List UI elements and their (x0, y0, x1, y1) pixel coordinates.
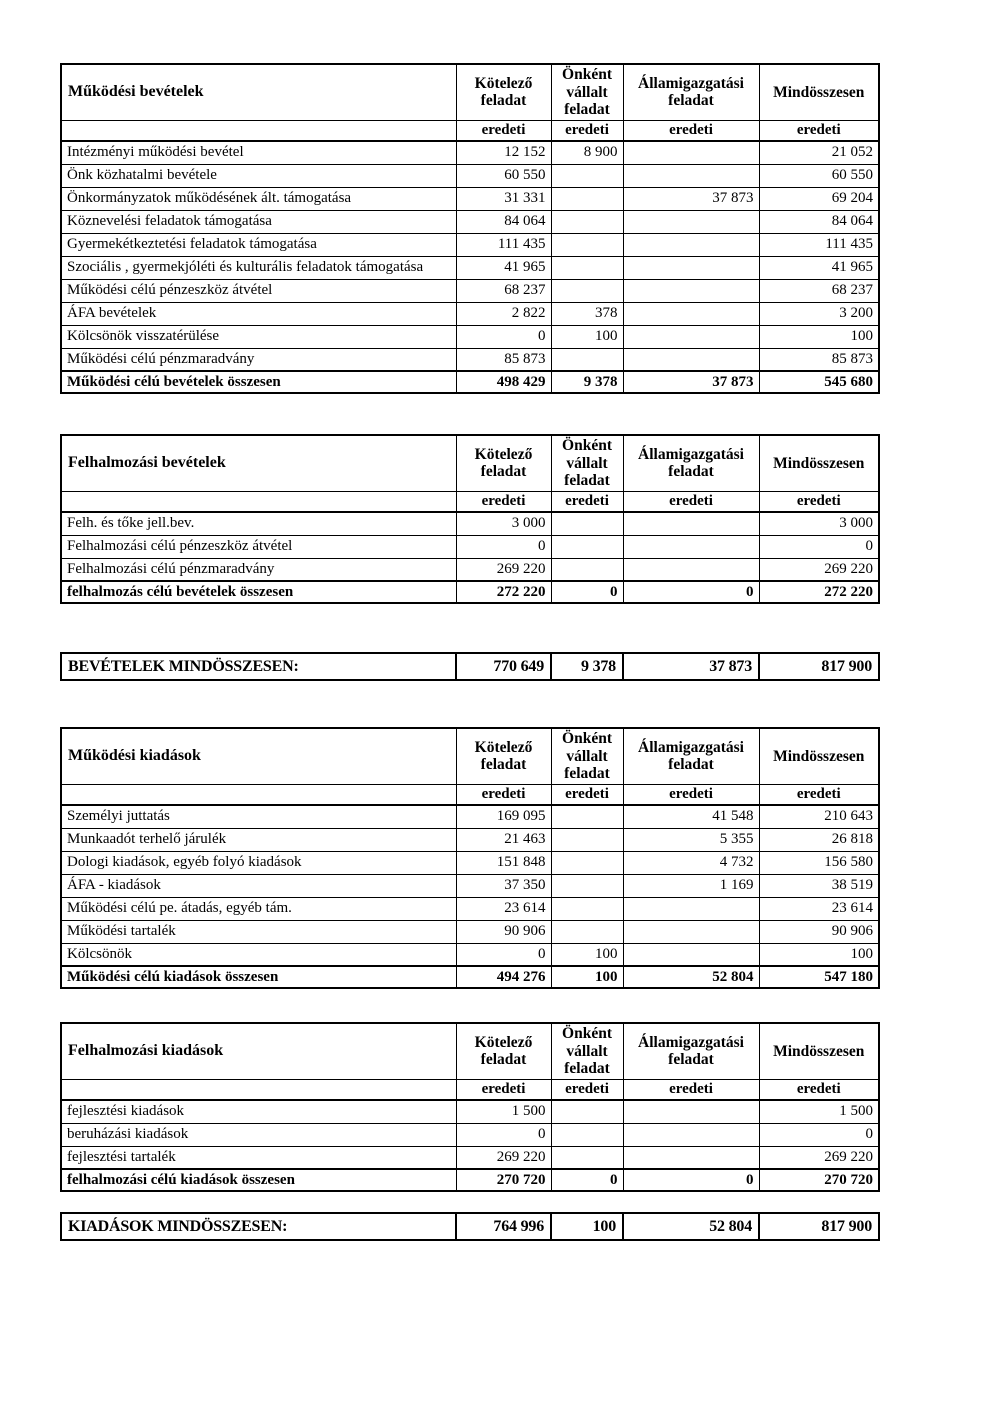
subheader-eredeti: eredeti (551, 1079, 623, 1100)
subheader-row (61, 491, 879, 512)
column-header-c2: Önként vállalt feladat (551, 1023, 623, 1079)
total-value-v4: 545 680 (759, 371, 879, 393)
row-value-v3 (623, 897, 759, 920)
row-value-v2 (551, 851, 623, 874)
table-row (61, 325, 879, 348)
row-value-v4: 100 (759, 325, 879, 348)
table-row (61, 141, 879, 164)
row-value-v2 (551, 897, 623, 920)
subheader-eredeti: eredeti (623, 784, 759, 805)
row-value-v1: 21 463 (456, 828, 551, 851)
row-value-v2 (551, 164, 623, 187)
row-value-v4: 3 200 (759, 302, 879, 325)
table-row (61, 828, 879, 851)
grand-total-value-v2: 100 (551, 1213, 623, 1240)
table-total-row (61, 371, 879, 393)
subheader-eredeti: eredeti (759, 120, 879, 141)
subheader-eredeti: eredeti (551, 120, 623, 141)
row-label: Gyermekétkeztetési feladatok támogatása (61, 233, 456, 256)
row-label: Kölcsönök visszatérülése (61, 325, 456, 348)
table-row (61, 1100, 879, 1123)
row-value-v1: 269 220 (456, 558, 551, 581)
column-header-c2: Önként vállalt feladat (551, 435, 623, 491)
column-header-c1: Kötelező feladat (456, 1023, 551, 1079)
table-row (61, 233, 879, 256)
subheader-eredeti: eredeti (456, 491, 551, 512)
total-value-v4: 272 220 (759, 581, 879, 603)
column-header-c3: Államigazgatási feladat (623, 1023, 759, 1079)
column-header-c3: Államigazgatási feladat (623, 64, 759, 120)
total-value-v2: 100 (551, 966, 623, 988)
total-label: felhalmozási célú kiadások összesen (61, 1169, 456, 1191)
table-row (61, 897, 879, 920)
row-value-v1: 31 331 (456, 187, 551, 210)
column-header-c4: Mindösszesen (759, 728, 879, 784)
table-row (61, 535, 879, 558)
total-value-v3: 37 873 (623, 371, 759, 393)
row-value-v2 (551, 874, 623, 897)
row-value-v2 (551, 535, 623, 558)
row-label: Működési tartalék (61, 920, 456, 943)
table-title: Felhalmozási bevételek (61, 435, 456, 491)
row-value-v4: 1 500 (759, 1100, 879, 1123)
total-value-v1: 272 220 (456, 581, 551, 603)
row-value-v3: 4 732 (623, 851, 759, 874)
row-label: fejlesztési kiadások (61, 1100, 456, 1123)
row-value-v2 (551, 348, 623, 371)
row-value-v1: 84 064 (456, 210, 551, 233)
row-value-v1: 151 848 (456, 851, 551, 874)
column-header-c3: Államigazgatási feladat (623, 728, 759, 784)
row-value-v2 (551, 1100, 623, 1123)
row-value-v4: 100 (759, 943, 879, 966)
subheader-empty-cell (61, 120, 456, 141)
row-value-v2: 8 900 (551, 141, 623, 164)
total-value-v2: 0 (551, 1169, 623, 1191)
row-label: Személyi juttatás (61, 805, 456, 828)
row-label: Intézményi működési bevétel (61, 141, 456, 164)
row-value-v3 (623, 1146, 759, 1169)
subheader-row (61, 1079, 879, 1100)
subheader-row (61, 784, 879, 805)
row-value-v3 (623, 920, 759, 943)
table-total-row (61, 581, 879, 603)
table-row (61, 943, 879, 966)
row-label: Önkormányzatok működésének ált. támogatása (61, 187, 456, 210)
table-row (61, 279, 879, 302)
total-label: felhalmozás célú bevételek összesen (61, 581, 456, 603)
table-total-row (61, 966, 879, 988)
row-value-v4: 269 220 (759, 1146, 879, 1169)
subheader-eredeti: eredeti (456, 1079, 551, 1100)
total-label: Működési célú kiadások összesen (61, 966, 456, 988)
column-header-c1: Kötelező feladat (456, 728, 551, 784)
subheader-eredeti: eredeti (456, 120, 551, 141)
column-header-c4: Mindösszesen (759, 1023, 879, 1079)
total-value-v1: 498 429 (456, 371, 551, 393)
grand-total-value-v2: 9 378 (551, 653, 623, 680)
row-value-v3 (623, 302, 759, 325)
row-total-expenses (60, 1212, 880, 1241)
table-row (61, 558, 879, 581)
subheader-eredeti: eredeti (456, 784, 551, 805)
row-value-v3 (623, 512, 759, 535)
total-label: Működési célú bevételek összesen (61, 371, 456, 393)
row-value-v1: 85 873 (456, 348, 551, 371)
table-row (61, 512, 879, 535)
row-value-v2 (551, 828, 623, 851)
row-total-revenues (60, 652, 880, 681)
row-value-v1: 0 (456, 1123, 551, 1146)
table-capital-revenues (60, 434, 880, 604)
subheader-row (61, 120, 879, 141)
row-label: Felh. és tőke jell.bev. (61, 512, 456, 535)
row-label: Szociális , gyermekjóléti és kulturális feladatok támogatása (61, 256, 456, 279)
row-value-v1: 3 000 (456, 512, 551, 535)
row-label: fejlesztési tartalék (61, 1146, 456, 1169)
row-value-v2 (551, 187, 623, 210)
row-value-v3 (623, 348, 759, 371)
row-value-v4: 0 (759, 535, 879, 558)
row-value-v1: 23 614 (456, 897, 551, 920)
row-value-v1: 2 822 (456, 302, 551, 325)
row-value-v4: 69 204 (759, 187, 879, 210)
row-value-v1: 169 095 (456, 805, 551, 828)
row-value-v1: 0 (456, 325, 551, 348)
row-value-v2 (551, 805, 623, 828)
grand-total-row (61, 1213, 879, 1240)
row-value-v1: 0 (456, 943, 551, 966)
row-value-v4: 68 237 (759, 279, 879, 302)
row-value-v1: 90 906 (456, 920, 551, 943)
table-row (61, 210, 879, 233)
row-value-v4: 41 965 (759, 256, 879, 279)
row-value-v4: 111 435 (759, 233, 879, 256)
row-value-v3 (623, 325, 759, 348)
column-header-c2: Önként vállalt feladat (551, 64, 623, 120)
row-value-v1: 12 152 (456, 141, 551, 164)
row-value-v3 (623, 233, 759, 256)
row-value-v2 (551, 279, 623, 302)
row-value-v2 (551, 233, 623, 256)
table-row (61, 920, 879, 943)
row-label: ÁFA - kiadások (61, 874, 456, 897)
grand-total-row (61, 653, 879, 680)
table-row (61, 256, 879, 279)
table-operating-expenses (60, 727, 880, 989)
row-value-v1: 60 550 (456, 164, 551, 187)
total-value-v1: 270 720 (456, 1169, 551, 1191)
table-row (61, 187, 879, 210)
subheader-empty-cell (61, 491, 456, 512)
table-title: Működési bevételek (61, 64, 456, 120)
row-value-v2: 378 (551, 302, 623, 325)
row-value-v1: 1 500 (456, 1100, 551, 1123)
row-value-v3 (623, 256, 759, 279)
grand-total-label: BEVÉTELEK MINDÖSSZESEN: (61, 653, 456, 680)
row-value-v4: 156 580 (759, 851, 879, 874)
total-value-v3: 52 804 (623, 966, 759, 988)
row-value-v3 (623, 1123, 759, 1146)
table-row (61, 1123, 879, 1146)
subheader-eredeti: eredeti (551, 491, 623, 512)
row-label: beruházási kiadások (61, 1123, 456, 1146)
column-header-c1: Kötelező feladat (456, 435, 551, 491)
table-row (61, 348, 879, 371)
row-label: ÁFA bevételek (61, 302, 456, 325)
subheader-eredeti: eredeti (623, 491, 759, 512)
row-label: Dologi kiadások, egyéb folyó kiadások (61, 851, 456, 874)
row-value-v1: 41 965 (456, 256, 551, 279)
row-value-v4: 60 550 (759, 164, 879, 187)
total-value-v2: 9 378 (551, 371, 623, 393)
table-header-row (61, 435, 879, 491)
row-value-v4: 210 643 (759, 805, 879, 828)
row-value-v1: 111 435 (456, 233, 551, 256)
total-value-v3: 0 (623, 581, 759, 603)
row-value-v3: 37 873 (623, 187, 759, 210)
subheader-eredeti: eredeti (623, 120, 759, 141)
row-value-v2 (551, 1123, 623, 1146)
grand-total-value-v1: 770 649 (456, 653, 551, 680)
row-label: Munkaadót terhelő járulék (61, 828, 456, 851)
row-value-v4: 90 906 (759, 920, 879, 943)
subheader-empty-cell (61, 784, 456, 805)
row-value-v1: 269 220 (456, 1146, 551, 1169)
table-header-row (61, 1023, 879, 1079)
row-value-v2 (551, 256, 623, 279)
row-label: Felhalmozási célú pénzmaradvány (61, 558, 456, 581)
row-value-v3 (623, 279, 759, 302)
row-label: Felhalmozási célú pénzeszköz átvétel (61, 535, 456, 558)
row-value-v4: 3 000 (759, 512, 879, 535)
row-value-v4: 23 614 (759, 897, 879, 920)
row-value-v3 (623, 164, 759, 187)
table-row (61, 164, 879, 187)
grand-total-label: KIADÁSOK MINDÖSSZESEN: (61, 1213, 456, 1240)
column-header-c2: Önként vállalt feladat (551, 728, 623, 784)
total-value-v4: 547 180 (759, 966, 879, 988)
table-row (61, 874, 879, 897)
column-header-c1: Kötelező feladat (456, 64, 551, 120)
table-title: Működési kiadások (61, 728, 456, 784)
row-value-v2 (551, 1146, 623, 1169)
table-total-row (61, 1169, 879, 1191)
row-label: Működési célú pe. átadás, egyéb tám. (61, 897, 456, 920)
table-operating-revenues (60, 63, 880, 394)
row-value-v1: 68 237 (456, 279, 551, 302)
row-value-v3 (623, 141, 759, 164)
row-value-v2: 100 (551, 943, 623, 966)
row-value-v4: 21 052 (759, 141, 879, 164)
grand-total-value-v3: 37 873 (623, 653, 759, 680)
row-value-v1: 37 350 (456, 874, 551, 897)
row-value-v3 (623, 210, 759, 233)
table-row (61, 1146, 879, 1169)
row-value-v2 (551, 558, 623, 581)
subheader-empty-cell (61, 1079, 456, 1100)
column-header-c4: Mindösszesen (759, 435, 879, 491)
row-label: Működési célú pénzeszköz átvétel (61, 279, 456, 302)
total-value-v2: 0 (551, 581, 623, 603)
grand-total-value-v1: 764 996 (456, 1213, 551, 1240)
table-title: Felhalmozási kiadások (61, 1023, 456, 1079)
row-value-v2 (551, 920, 623, 943)
row-value-v3 (623, 943, 759, 966)
row-value-v3: 41 548 (623, 805, 759, 828)
row-value-v2 (551, 210, 623, 233)
table-header-row (61, 728, 879, 784)
subheader-eredeti: eredeti (623, 1079, 759, 1100)
row-value-v2: 100 (551, 325, 623, 348)
row-label: Működési célú pénzmaradvány (61, 348, 456, 371)
row-value-v4: 0 (759, 1123, 879, 1146)
table-row (61, 302, 879, 325)
row-value-v3 (623, 558, 759, 581)
subheader-eredeti: eredeti (551, 784, 623, 805)
row-value-v3 (623, 1100, 759, 1123)
table-header-row (61, 64, 879, 120)
row-value-v3: 5 355 (623, 828, 759, 851)
table-row (61, 805, 879, 828)
row-value-v4: 269 220 (759, 558, 879, 581)
grand-total-value-v4: 817 900 (759, 1213, 879, 1240)
total-value-v1: 494 276 (456, 966, 551, 988)
column-header-c4: Mindösszesen (759, 64, 879, 120)
row-label: Köznevelési feladatok támogatása (61, 210, 456, 233)
table-capital-expenses (60, 1022, 880, 1192)
subheader-eredeti: eredeti (759, 1079, 879, 1100)
subheader-eredeti: eredeti (759, 784, 879, 805)
row-value-v4: 84 064 (759, 210, 879, 233)
row-value-v4: 26 818 (759, 828, 879, 851)
row-value-v3 (623, 535, 759, 558)
row-value-v1: 0 (456, 535, 551, 558)
column-header-c3: Államigazgatási feladat (623, 435, 759, 491)
row-value-v3: 1 169 (623, 874, 759, 897)
grand-total-value-v3: 52 804 (623, 1213, 759, 1240)
row-label: Kölcsönök (61, 943, 456, 966)
row-value-v4: 85 873 (759, 348, 879, 371)
total-value-v3: 0 (623, 1169, 759, 1191)
row-value-v2 (551, 512, 623, 535)
row-label: Önk közhatalmi bevétele (61, 164, 456, 187)
subheader-eredeti: eredeti (759, 491, 879, 512)
row-value-v4: 38 519 (759, 874, 879, 897)
table-row (61, 851, 879, 874)
grand-total-value-v4: 817 900 (759, 653, 879, 680)
total-value-v4: 270 720 (759, 1169, 879, 1191)
